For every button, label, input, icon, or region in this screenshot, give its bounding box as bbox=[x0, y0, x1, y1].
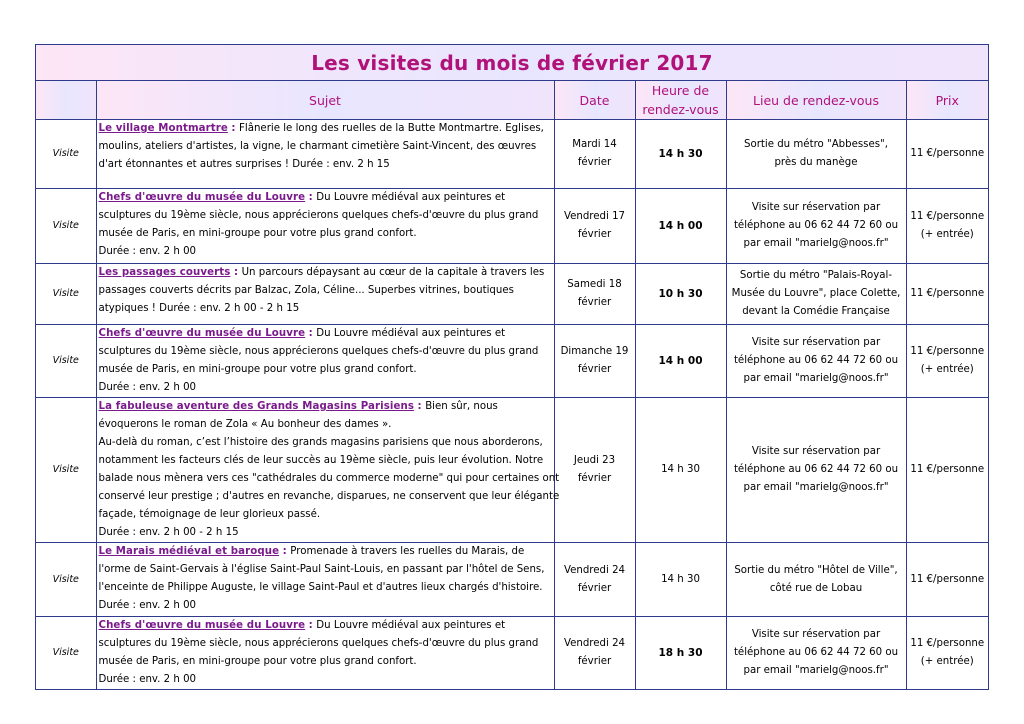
visit-time: 10 h 30 bbox=[635, 264, 726, 325]
visit-date-day: Vendredi 17 bbox=[563, 211, 626, 222]
header-type bbox=[36, 81, 96, 120]
visit-description-line: Durée : env. 2 h 00 bbox=[98, 382, 197, 393]
visit-date-month: février bbox=[577, 473, 612, 484]
visit-description-line: Durée : env. 2 h 00 bbox=[98, 246, 197, 257]
visit-price-line: (+ entrée) bbox=[920, 656, 974, 667]
visit-subject bbox=[96, 543, 554, 617]
visit-date bbox=[554, 543, 635, 617]
visit-type: Visite bbox=[36, 189, 96, 264]
visit-row bbox=[36, 617, 988, 690]
header-prix: Prix bbox=[906, 81, 988, 120]
visit-price-line: 11 €/personne bbox=[910, 288, 985, 299]
visit-price-line: (+ entrée) bbox=[920, 229, 974, 240]
visit-title-separator: : bbox=[230, 267, 242, 278]
visit-description-line: sculptures du 19ème siècle, nous apprécierons quelques chefs-d'œuvre du plus grand bbox=[98, 638, 539, 649]
visit-meeting-place-line: Visite sur réservation par bbox=[751, 629, 881, 640]
visit-meeting-place-line: côté rue de Lobau bbox=[769, 582, 863, 594]
visit-title: Le Marais médiéval et baroque bbox=[98, 546, 280, 557]
visit-time: 14 h 00 bbox=[635, 325, 726, 398]
visit-meeting-place bbox=[726, 398, 906, 543]
visit-description-line: Bien sûr, nous bbox=[425, 401, 498, 412]
visit-time: 14 h 00 bbox=[635, 189, 726, 264]
visit-title: La fabuleuse aventure des Grands Magasins Parisiens bbox=[98, 401, 415, 412]
visit-description-line: Promenade à travers les ruelles du Marais, de bbox=[290, 546, 525, 557]
visit-description-first bbox=[99, 189, 551, 207]
visit-description-line: musée de Paris, en mini-groupe pour votre plus grand confort. bbox=[98, 364, 417, 375]
visit-date bbox=[554, 617, 635, 690]
visit-description-line: sculptures du 19ème siècle, nous apprécierons quelques chefs-d'œuvre du plus grand bbox=[98, 210, 539, 221]
visit-description-line: Un parcours dépaysant au cœur de la capitale à travers les bbox=[241, 267, 545, 278]
visit-type: Visite bbox=[36, 120, 96, 189]
visit-meeting-place bbox=[726, 325, 906, 398]
visit-description-first bbox=[99, 617, 551, 635]
visit-type: Visite bbox=[36, 264, 96, 325]
visit-meeting-place bbox=[726, 264, 906, 325]
visit-meeting-place-line: Sortie du métro "Hôtel de Ville", bbox=[734, 564, 898, 576]
visit-meeting-place-line: téléphone au 06 62 44 72 60 ou bbox=[733, 220, 899, 231]
visit-date-day: Mardi 14 bbox=[572, 139, 617, 150]
header-row bbox=[36, 81, 988, 120]
visit-meeting-place-line: téléphone au 06 62 44 72 60 ou bbox=[733, 355, 899, 366]
visit-description-line: Flânerie le long des ruelles de la Butte Montmartre. Eglises, bbox=[239, 123, 544, 134]
visit-price bbox=[906, 398, 988, 543]
visit-description-line: musée de Paris, en mini-groupe pour votre plus grand confort. bbox=[98, 656, 417, 667]
visit-description-line: Au-delà du roman, c’est l’histoire des grands magasins parisiens que nous aborderons, bbox=[98, 437, 543, 448]
visit-price-line: 11 €/personne bbox=[910, 346, 985, 357]
visit-subject bbox=[96, 325, 554, 398]
visit-title: Chefs d'œuvre du musée du Louvre bbox=[98, 192, 306, 203]
visit-subject bbox=[96, 617, 554, 690]
visit-description-line: musée de Paris, en mini-groupe pour votre plus grand confort. bbox=[98, 228, 417, 239]
visit-meeting-place-line: Visite sur réservation par bbox=[751, 337, 881, 348]
visit-description-line: moulins, ateliers d'artistes, la vigne, le charmant cimetière Saint-Vincent, des œuvres bbox=[98, 141, 537, 152]
header-heure-line2: rendez-vous bbox=[642, 102, 719, 117]
visit-row bbox=[36, 543, 988, 617]
visit-title-separator: : bbox=[414, 401, 426, 412]
visit-subject bbox=[96, 264, 554, 325]
visit-description-line: Durée : env. 2 h 00 bbox=[98, 674, 197, 685]
visit-date-month: février bbox=[577, 229, 612, 240]
visit-description-line: balade nous mènera vers ces "cathédrales du commerce moderne" qui pour certaines ont bbox=[98, 473, 560, 484]
visit-price-line: 11 €/personne bbox=[910, 573, 985, 585]
visit-description-line: Du Louvre médiéval aux peintures et bbox=[316, 192, 506, 203]
visit-meeting-place bbox=[726, 617, 906, 690]
visit-date-day: Jeudi 23 bbox=[573, 455, 616, 466]
visit-row bbox=[36, 189, 988, 264]
visit-subject bbox=[96, 189, 554, 264]
visit-date-month: février bbox=[577, 656, 612, 667]
visit-description-first bbox=[99, 543, 551, 561]
visit-price-line: 11 €/personne bbox=[910, 638, 985, 649]
visits-body bbox=[36, 120, 988, 690]
visit-price bbox=[906, 189, 988, 264]
visit-type: Visite bbox=[36, 543, 96, 617]
visit-row bbox=[36, 325, 988, 398]
visit-date bbox=[554, 398, 635, 543]
visit-title: Le village Montmartre bbox=[98, 123, 228, 134]
visit-title: Les passages couverts bbox=[98, 267, 231, 278]
visit-description-line: l'orme de Saint-Gervais à l'église Saint-Paul Saint-Louis, en passant par l'hôtel de Sens, bbox=[98, 564, 545, 575]
visit-description-line: d'art étonnantes et autres surprises ! Durée : env. 2 h 15 bbox=[98, 159, 390, 170]
visit-description-line: Durée : env. 2 h 00 bbox=[98, 600, 197, 611]
visit-meeting-place-line: près du manège bbox=[774, 157, 858, 168]
visit-description-line: conservé leur prestige ; d'autres en revanche, disparues, ne conservent que leur élégante bbox=[98, 491, 560, 502]
visit-meeting-place-line: par email "marielg@noos.fr" bbox=[743, 665, 889, 676]
page-title: Les visites du mois de février 2017 bbox=[311, 50, 713, 75]
visit-description-first bbox=[99, 325, 551, 343]
visit-price-line: 11 €/personne bbox=[910, 148, 985, 159]
visit-description-line: Du Louvre médiéval aux peintures et bbox=[316, 620, 506, 631]
visit-title-separator: : bbox=[305, 328, 317, 339]
visit-description-line: Du Louvre médiéval aux peintures et bbox=[316, 328, 506, 339]
visit-price-line: (+ entrée) bbox=[920, 364, 974, 375]
visit-type: Visite bbox=[36, 325, 96, 398]
header-date: Date bbox=[554, 81, 635, 120]
visit-time: 18 h 30 bbox=[635, 617, 726, 690]
visit-date bbox=[554, 189, 635, 264]
visit-meeting-place-line: Visite sur réservation par bbox=[751, 202, 881, 213]
visit-date-day: Samedi 18 bbox=[567, 279, 622, 290]
visit-meeting-place-line: devant la Comédie Française bbox=[742, 306, 890, 317]
visit-description-line: sculptures du 19ème siècle, nous apprécierons quelques chefs-d'œuvre du plus grand bbox=[98, 346, 539, 357]
visit-date-day: Dimanche 19 bbox=[560, 346, 629, 357]
visit-meeting-place-line: Sortie du métro "Abbesses", bbox=[744, 139, 888, 150]
visit-meeting-place-line: Sortie du métro "Palais-Royal- bbox=[739, 270, 893, 281]
visit-price-line: 11 €/personne bbox=[910, 211, 985, 222]
visit-meeting-place bbox=[726, 189, 906, 264]
visit-description-line: Durée : env. 2 h 00 - 2 h 15 bbox=[98, 527, 239, 538]
visit-date bbox=[554, 120, 635, 189]
visit-price bbox=[906, 120, 988, 189]
visit-description-line: façade, témoignage de leur glorieux passé. bbox=[98, 509, 321, 520]
visit-meeting-place-line: par email "marielg@noos.fr" bbox=[743, 238, 889, 249]
visits-table bbox=[36, 81, 988, 689]
visit-meeting-place-line: téléphone au 06 62 44 72 60 ou bbox=[733, 464, 899, 475]
visit-description-line: passages couverts décrits par Balzac, Zola, Céline... Superbes vitrines, boutiques bbox=[98, 285, 514, 296]
visit-date-month: février bbox=[577, 364, 612, 375]
visit-description-first bbox=[99, 120, 551, 138]
visit-date-day: Vendredi 24 bbox=[563, 638, 626, 649]
visit-meeting-place-line: par email "marielg@noos.fr" bbox=[743, 482, 889, 493]
visit-price bbox=[906, 617, 988, 690]
visit-title: Chefs d'œuvre du musée du Louvre bbox=[98, 328, 306, 339]
visit-title: Chefs d'œuvre du musée du Louvre bbox=[98, 620, 306, 631]
visit-date bbox=[554, 325, 635, 398]
visit-description-line: évoquerons le roman de Zola « Au bonheur des dames ». bbox=[98, 419, 392, 430]
visit-meeting-place-line: téléphone au 06 62 44 72 60 ou bbox=[733, 647, 899, 658]
visit-date-month: février bbox=[577, 297, 612, 308]
header-lieu: Lieu de rendez-vous bbox=[726, 81, 906, 120]
visit-meeting-place-line: Visite sur réservation par bbox=[751, 446, 881, 457]
visit-row bbox=[36, 398, 988, 543]
visit-meeting-place bbox=[726, 120, 906, 189]
visit-title-separator: : bbox=[305, 192, 317, 203]
visit-date bbox=[554, 264, 635, 325]
visit-time: 14 h 30 bbox=[635, 120, 726, 189]
visit-time: 14 h 30 bbox=[635, 398, 726, 543]
visit-row bbox=[36, 264, 988, 325]
visit-title-separator: : bbox=[279, 546, 291, 557]
visit-description-line: atypiques ! Durée : env. 2 h 00 - 2 h 15 bbox=[98, 303, 300, 314]
header-sujet: Sujet bbox=[96, 81, 554, 120]
visit-meeting-place-line: Musée du Louvre", place Colette, bbox=[731, 288, 901, 299]
schedule-sheet bbox=[35, 44, 989, 690]
visit-description-line: l'enceinte de Philippe Auguste, le village Saint-Paul et d'autres lieux chargés d'histoire. bbox=[98, 582, 543, 593]
visit-date-month: février bbox=[577, 582, 612, 594]
title-banner bbox=[36, 45, 988, 81]
visit-meeting-place-line: par email "marielg@noos.fr" bbox=[743, 373, 889, 384]
visit-price bbox=[906, 543, 988, 617]
visit-description-line: notamment les facteurs clés de leur succès au 19ème siècle, puis leur évolution. Notre bbox=[98, 455, 544, 466]
visit-date-month: février bbox=[577, 157, 612, 168]
visit-subject bbox=[96, 398, 560, 543]
visit-title-separator: : bbox=[227, 123, 240, 134]
header-heure bbox=[635, 81, 726, 120]
visit-type: Visite bbox=[36, 398, 96, 543]
visit-date-day: Vendredi 24 bbox=[563, 564, 626, 576]
visit-title-separator: : bbox=[305, 620, 317, 631]
visit-row bbox=[36, 120, 988, 189]
visit-price bbox=[906, 264, 988, 325]
visit-description-first bbox=[99, 264, 551, 282]
visit-type: Visite bbox=[36, 617, 96, 690]
visit-price bbox=[906, 325, 988, 398]
header-heure-line1: Heure de bbox=[651, 83, 710, 98]
visit-subject bbox=[96, 120, 554, 189]
visit-time: 14 h 30 bbox=[635, 543, 726, 617]
visit-description-first bbox=[99, 398, 551, 416]
visit-meeting-place bbox=[726, 543, 906, 617]
visit-price-line: 11 €/personne bbox=[910, 464, 985, 475]
